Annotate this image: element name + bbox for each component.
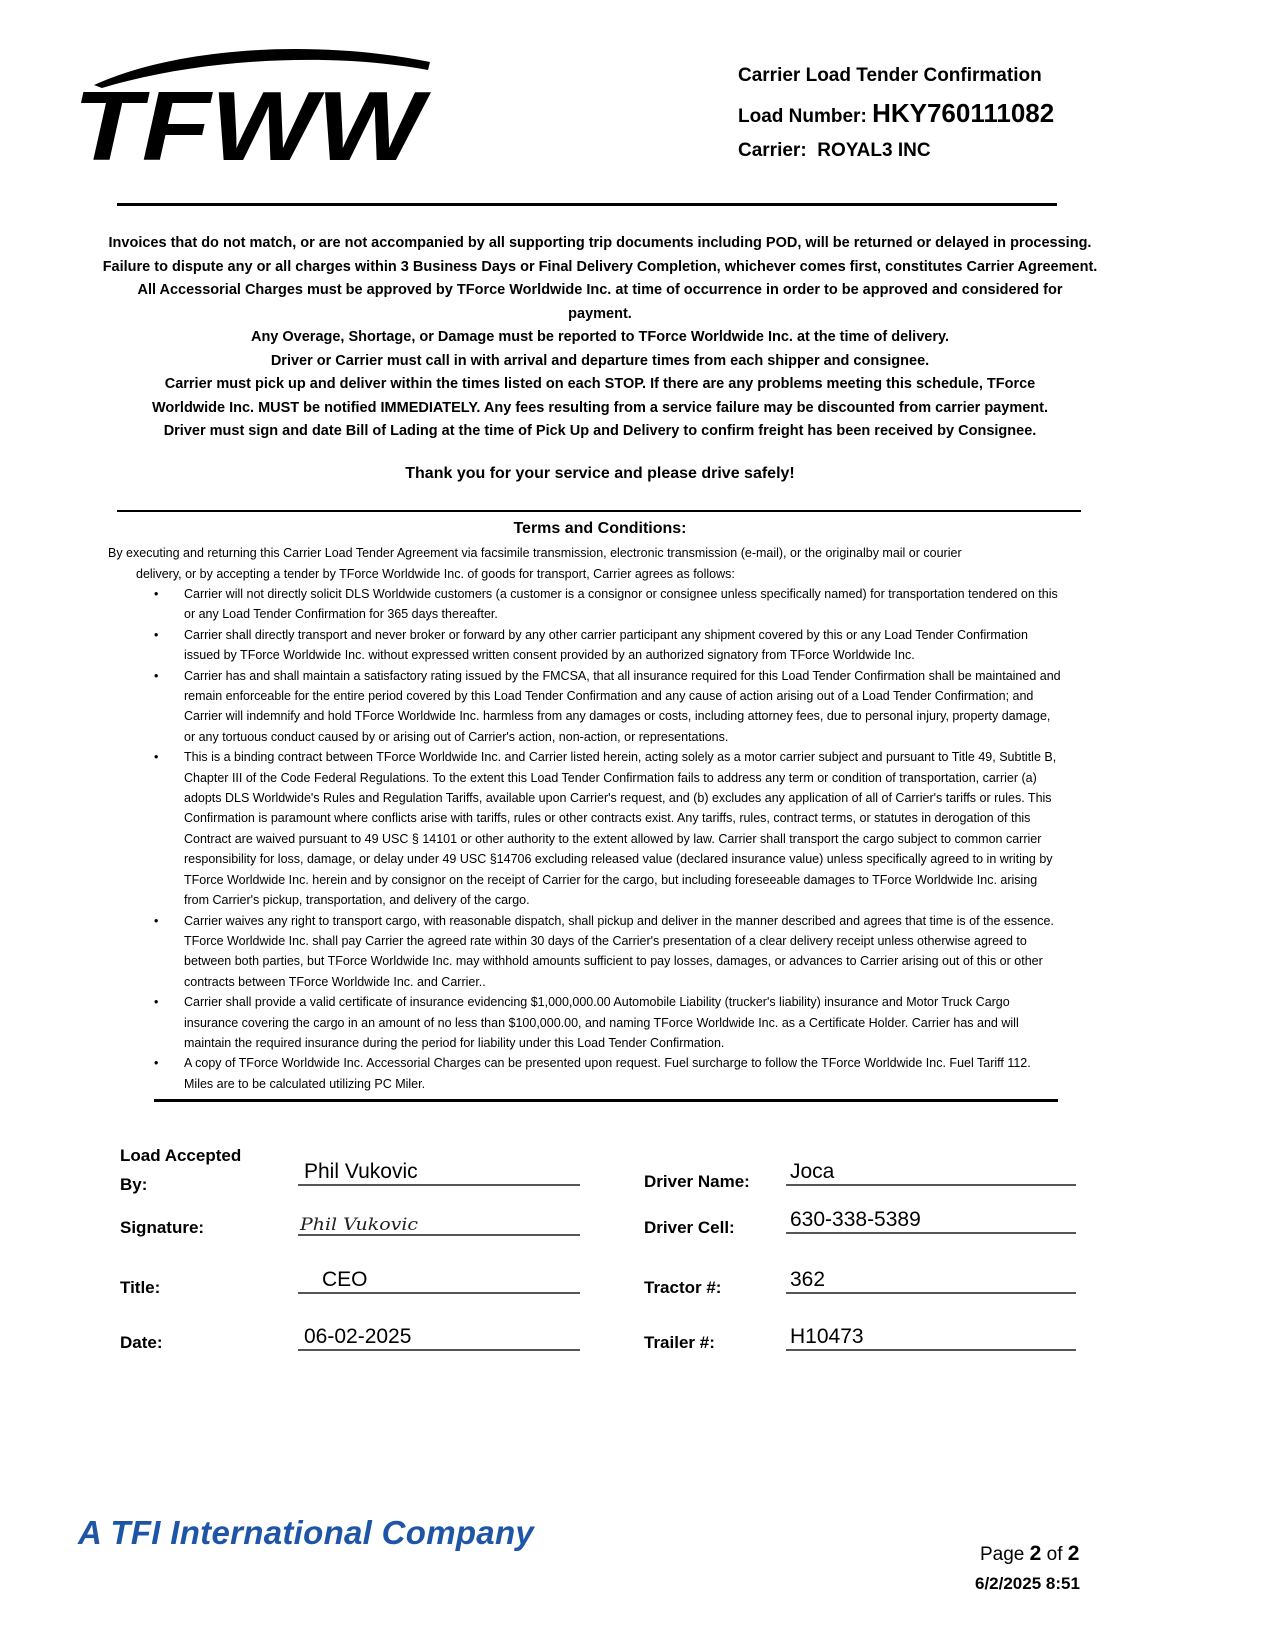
terms-item: • Carrier shall directly transport and never broker or forward by any other carrier participant any shipment covered by this or any Load Tender Confirmation issued by TForce Worldwide Inc. without expressed written consent provided by an authorized signatory from TForce Worldwide Inc. xyxy=(152,625,1062,666)
logo-text: TFWW xyxy=(73,71,432,170)
terms-divider xyxy=(154,1099,1058,1102)
tractor-field[interactable] xyxy=(786,1268,1076,1294)
title-field[interactable] xyxy=(298,1268,580,1294)
title-label: Title: xyxy=(120,1278,161,1297)
page-current: 2 xyxy=(1029,1542,1042,1565)
notice-line: Worldwide Inc. MUST be notified IMMEDIATELY. Any fees resulting from a service failure may be discounted from carrier payment. xyxy=(152,399,1048,416)
print-timestamp: 6/2/2025 8:51 xyxy=(975,1574,1080,1593)
thanks-message: Thank you for your service and please drive safely! xyxy=(405,465,795,482)
title-value: CEO xyxy=(322,1268,368,1291)
carrier-line xyxy=(738,140,931,162)
trailer-value: H10473 xyxy=(790,1325,864,1348)
driver-name-value: Joca xyxy=(790,1160,835,1183)
notice-line: Carrier must pick up and deliver within the times listed on each STOP. If there are any problems meeting this schedule, TForce xyxy=(164,376,1036,392)
tractor-value: 362 xyxy=(790,1268,826,1291)
trailer-field[interactable] xyxy=(786,1325,1076,1351)
notice-line: All Accessorial Charges must be approved by TForce Worldwide Inc. at time of occurrence in order to be approved and considered for xyxy=(137,282,1063,298)
tractor-label: Tractor #: xyxy=(644,1278,722,1297)
load-number-value: HKY760111082 xyxy=(872,98,1055,128)
signature-label: Signature: xyxy=(120,1218,205,1237)
notice-block xyxy=(90,232,1110,444)
signature-text: Phil Vukovic xyxy=(298,1215,419,1235)
handwritten-signature xyxy=(298,1212,428,1236)
terms-title: Terms and Conditions: xyxy=(513,520,687,537)
page-indicator xyxy=(980,1542,1079,1566)
driver-cell-value: 630-338-5389 xyxy=(790,1208,921,1231)
notice-line: payment. xyxy=(568,305,632,322)
terms-item: • Carrier waives any right to transport cargo, with reasonable dispatch, shall pickup and deliver in the manner described and agrees that time is of the essence. TForce Worldwide Inc. shall pay Carrier the agreed rate within 30 days of the Carrier's presentation of a clear delivery receipt unless otherwise agreed to between both parties, but TForce Worldwide Inc. may withhold amounts sufficient to pay losses, damages, or advances to Carrier arising out of this or other contracts between TForce Worldwide Inc. and Carrier.. xyxy=(152,911,1062,993)
carrier-label: Carrier: xyxy=(738,140,807,161)
terms-intro xyxy=(108,543,1038,584)
terms-intro-line: delivery, or by accepting a tender by TForce Worldwide Inc. of goods for transport, Carrier agrees as follows: xyxy=(136,566,735,581)
notice-line: Driver must sign and date Bill of Lading at the time of Pick Up and Delivery to confirm freight has been received by Consignee. xyxy=(163,423,1037,439)
signature-field[interactable] xyxy=(298,1210,580,1236)
page-word: Page xyxy=(980,1544,1025,1565)
date-field[interactable] xyxy=(298,1325,580,1351)
page-total: 2 xyxy=(1067,1542,1080,1565)
terms-list xyxy=(152,584,1062,1094)
date-value: 06-02-2025 xyxy=(304,1325,412,1348)
notice-line: Invoices that do not match, or are not accompanied by all supporting trip documents including POD, will be returned or delayed in processing. xyxy=(108,235,1092,251)
load-number-line xyxy=(738,98,1054,129)
terms-item: • This is a binding contract between TForce Worldwide Inc. and Carrier listed herein, acting solely as a motor carrier subject and pursuant to Title 49, Subtitle B, Chapter III of the Code Federal Regulations. To the extent this Load Tender Confirmation fails to address any term or condition of transportation, carrier (a) adopts DLS Worldwide's Rules and Regulation Tariffs, available upon Carrier's request, and (b) excludes any application of all of Carrier's tariffs or rules. This Confirmation is paramount where conflicts arise with tariffs, rules or other contracts exist. Any tariffs, rules, contract terms, or statutes in derogation of this Contract are waived pursuant to 49 USC § 14101 or other authority to the extent allowed by law. Carrier shall transport the cargo subject to common carrier responsibility for loss, damage, or delay under 49 USC §14706 excluding released value (declared insurance value) unless specifically agreed to in writing by TForce Worldwide Inc. herein and by consignor on the receipt of Carrier for the cargo, but including foreseeable damages to TForce Worldwide Inc. arising from Carrier's pickup, transportation, and delivery of the cargo. xyxy=(152,747,1062,910)
driver-name-label: Driver Name: xyxy=(644,1172,750,1191)
notice-line: Driver or Carrier must call in with arrival and departure times from each shipper and consignee. xyxy=(270,352,930,369)
load-accepted-label: Load Accepted By: xyxy=(120,1146,242,1194)
document-title: Carrier Load Tender Confirmation xyxy=(738,65,1042,86)
notice-divider xyxy=(117,510,1081,512)
accepted-by-field[interactable] xyxy=(298,1160,580,1186)
load-number-label: Load Number: xyxy=(738,106,867,127)
page-of: of xyxy=(1046,1544,1063,1565)
driver-name-field[interactable] xyxy=(786,1160,1076,1186)
driver-cell-field[interactable] xyxy=(786,1208,1076,1234)
terms-item: • Carrier shall provide a valid certificate of insurance evidencing $1,000,000.00 Automobile Liability (trucker's liability) insurance and Motor Truck Cargo insurance covering the cargo in an amount of no less than $100,000.00, and naming TForce Worldwide Inc. as a Certificate Holder. Carrier has and will maintain the required insurance during the period for liability under this Load Tender Confirmation. xyxy=(152,992,1062,1053)
terms-item: • Carrier will not directly solicit DLS Worldwide customers (a customer is a consignor or consignee unless specifically named) for transportation tendered on this or any Load Tender Confirmation for 365 days thereafter. xyxy=(152,584,1062,625)
accepted-by-value: Phil Vukovic xyxy=(304,1160,418,1183)
date-label: Date: xyxy=(120,1333,163,1352)
carrier-name: ROYAL3 INC xyxy=(817,140,931,161)
notice-line: Failure to dispute any or all charges within 3 Business Days or Final Delivery Completion, whichever comes first, constitutes Carrier Agreement. xyxy=(102,258,1098,275)
terms-intro-line: By executing and returning this Carrier Load Tender Agreement via facsimile transmission, electronic transmission (e-mail), or the originalby mail or courier xyxy=(108,546,962,560)
driver-cell-label: Driver Cell: xyxy=(644,1218,735,1237)
header-divider xyxy=(117,203,1057,206)
terms-item: • Carrier has and shall maintain a satisfactory rating issued by the FMCSA, that all insurance required for this Load Tender Confirmation shall be maintained and remain enforceable for the entire period covered by this Load Tender Confirmation and any cause of action arising out of a Load Tender Confirmation; and Carrier will indemnify and hold TForce Worldwide Inc. harmless from any damages or costs, including attorney fees, due to personal injury, property damage, or any tortuous conduct caused by or arising out of Carrier's action, non-action, or representations. xyxy=(152,666,1062,748)
terms-item: • A copy of TForce Worldwide Inc. Accessorial Charges can be presented upon request. Fuel surcharge to follow the TForce Worldwide Inc. Fuel Tariff 112. Miles are to be calculated utilizing PC Miler. xyxy=(152,1053,1062,1094)
tfi-tagline: A TFI International Company xyxy=(78,1514,535,1551)
tfww-logo xyxy=(62,40,434,170)
notice-line: Any Overage, Shortage, or Damage must be reported to TForce Worldwide Inc. at the time of delivery. xyxy=(250,329,950,345)
trailer-label: Trailer #: xyxy=(644,1333,715,1352)
